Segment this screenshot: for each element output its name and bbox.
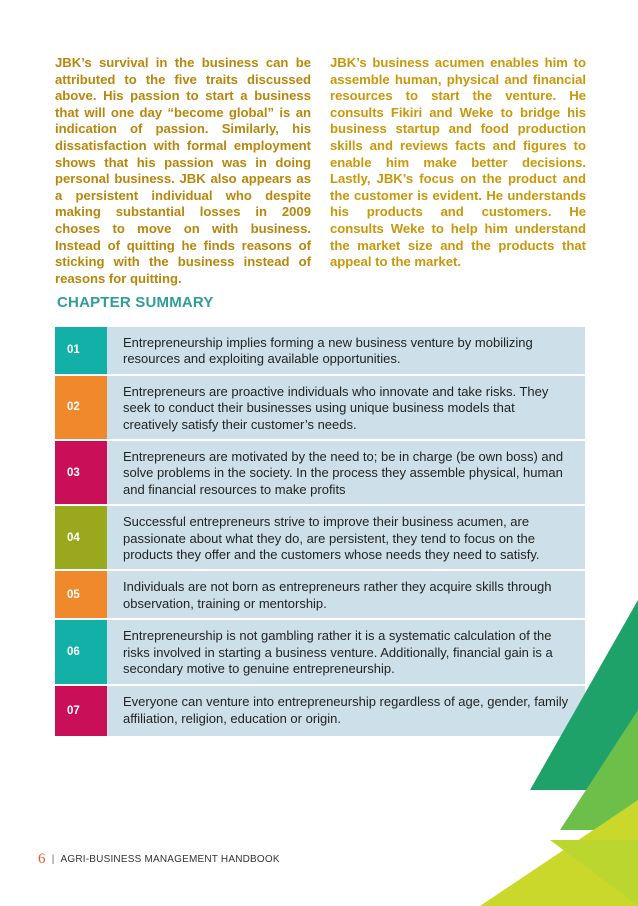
handbook-title: AGRI-BUSINESS MANAGEMENT HANDBOOK	[60, 854, 280, 865]
row-number-badge: 02	[55, 376, 107, 439]
row-text: Successful entrepreneurs strive to improve their business acumen, are passionate about what they do, are persistent, they tend to focus on the products they offer and the customers whose needs they need to satisfy.	[123, 514, 540, 563]
row-number-badge: 01	[55, 327, 107, 374]
summary-row	[55, 327, 585, 376]
row-number-badge: 06	[55, 620, 107, 684]
row-text: Entrepreneurship is not gambling rather it is a systematic calculation of the risks involved in starting a business venture. Additionally, financial gain is a secondary motive to genuine entrepreneurship.	[123, 628, 553, 677]
row-number-badge: 07	[55, 686, 107, 736]
row-text: Entrepreneurs are motivated by the need to; be in charge (be own boss) and solve problems in the society. In the process they assemble physical, human and financial resources to make profits	[123, 449, 564, 497]
row-text: Individuals are not born as entrepreneurs rather they acquire skills through observation, training or mentorship.	[123, 579, 552, 611]
row-number-badge: 04	[55, 506, 107, 569]
row-text: Everyone can venture into entrepreneurship regardless of age, gender, family affiliation, religion, education or origin.	[123, 694, 569, 726]
summary-row	[55, 506, 585, 571]
summary-row	[55, 376, 585, 441]
chapter-summary-title: CHAPTER SUMMARY	[57, 294, 214, 311]
decorative-triangles	[440, 600, 638, 906]
summary-row	[55, 441, 585, 506]
page-number: 6	[38, 851, 46, 867]
left-column-text: JBK’s survival in the business can be attributed to the five traits discussed above. His passion to start a business that will one day “become global” is an indication of passion. Similarly, his dissatisfaction with formal employment shows that his passion was in doing personal business. JBK also appears as a persistent individual who despite making substantial losses in 2009 choses to move on with business. Instead of quitting he finds reasons of sticking with the business instead of reasons for quitting.	[55, 55, 311, 286]
page-footer	[38, 851, 280, 868]
row-text: Entrepreneurs are proactive individuals who innovate and take risks. They seek to conduct their businesses using unique business models that creatively satisfy their customer’s needs.	[123, 383, 549, 432]
row-text: Entrepreneurship implies forming a new business venture by mobilizing resources and exploiting available opportunities.	[123, 335, 533, 367]
row-number-badge: 05	[55, 571, 107, 618]
footer-separator: |	[51, 854, 55, 865]
row-number-badge: 03	[55, 441, 107, 504]
right-column-text: JBK’s business acumen enables him to assemble human, physical and financial resources to start the venture. He consults Fikiri and Weke to bridge his business startup and food production skills and reviews facts and figures to enable him make better decisions. Lastly, JBK’s focus on the product and the customer is evident. He understands his products and customers. He consults Weke to help him understand the market size and the products that appeal to the market.	[330, 55, 586, 270]
